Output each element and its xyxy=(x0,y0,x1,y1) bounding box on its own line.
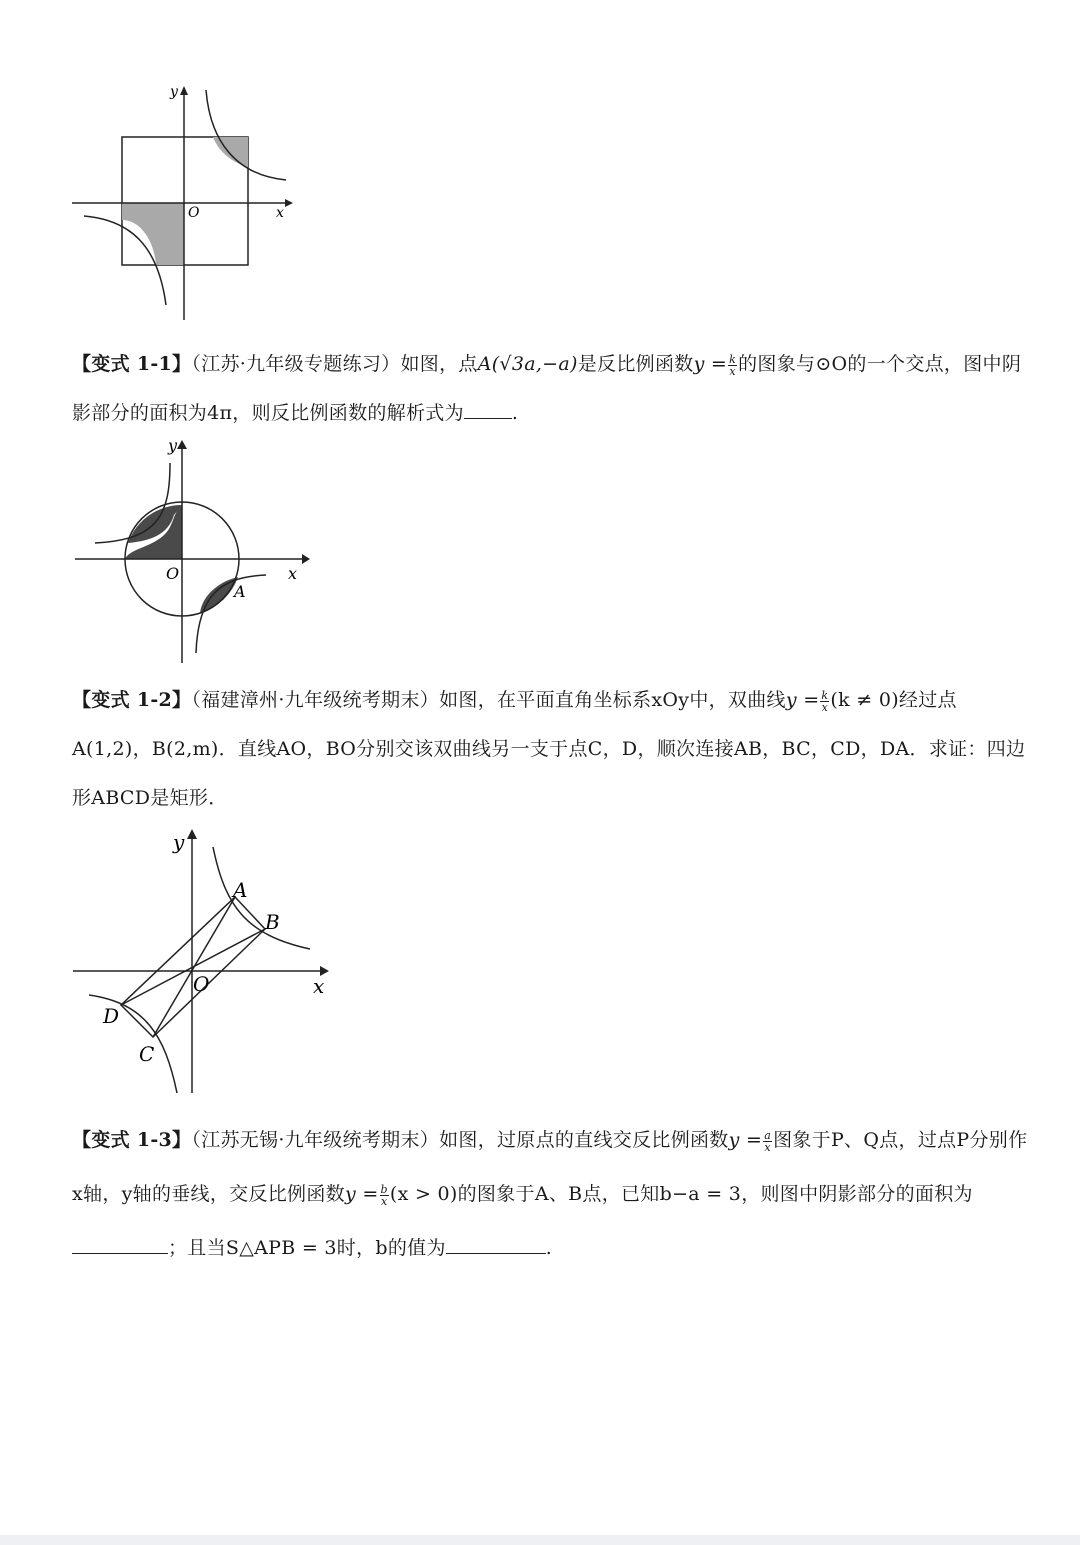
x-axis-label: x xyxy=(276,205,284,221)
fraction: $\frac{a}{x}$ xyxy=(764,1128,772,1154)
problem-source: （江苏无锡·九年级统考期末） xyxy=(191,1129,440,1151)
figure-circle-hyperbola xyxy=(70,435,320,670)
shaded-region-upper-right xyxy=(213,137,248,167)
y-axis-label: y xyxy=(173,830,185,854)
fraction: $\frac{k}{x}$ xyxy=(821,688,829,714)
point-c-label: C xyxy=(139,1042,155,1066)
y-axis-label: y xyxy=(170,84,178,100)
y-axis-arrow xyxy=(187,829,197,839)
figure-square-hyperbola xyxy=(60,80,300,330)
problem-1-1: 【变式 1-1】（江苏·九年级专题练习）如图，点A(√3a,−a)是反比例函数y = $\frac{k}{x}$ 的图象与⊙O的一个交点，图中阴影部分的面积为4π，则反比例函数的解析式为 . xyxy=(72,352,1022,424)
problem-source: （福建漳州·九年级统考期末） xyxy=(191,689,440,711)
y-axis-arrow xyxy=(180,86,188,95)
fraction: $\frac{k}{x}$ xyxy=(729,352,737,378)
figure-rectangle-abcd xyxy=(65,825,340,1100)
problem-tag: 【变式 1-2】 xyxy=(72,689,192,711)
y-axis-label: y xyxy=(168,436,178,455)
y-axis-arrow xyxy=(177,440,187,449)
problem-1-3: 【变式 1-3】（江苏无锡·九年级统考期末）如图，过原点的直线交反比例函数y = $\frac{a}{x}$ 图象于P、Q点，过点P分别作x轴，y轴的垂线，交反比例函数y = $\frac{b}{x}$ (x > 0)的图象于A、B点，已知b−a = 3，则图中阴影部分的面积为；且当S△APB = 3时，b的值为 . xyxy=(72,1128,1028,1259)
problem-source: （江苏·九年级专题练习） xyxy=(191,353,401,375)
shaded-region-lower-left xyxy=(122,203,184,265)
problem-1-2: 【变式 1-2】（福建漳州·九年级统考期末）如图，在平面直角坐标系xOy中，双曲线y = $\frac{k}{x}$ (k ≠ 0)经过点A(1,2)，B(2,m)．直线AO，BO分别交该双曲线另一支于点C，D，顺次连接AB，BC，CD，DA．求证：四边形ABCD是矩形． xyxy=(72,688,1026,809)
x-axis-label: x xyxy=(288,564,298,583)
x-axis-label: x xyxy=(313,974,325,998)
origin-label: O xyxy=(193,972,210,996)
x-axis-arrow xyxy=(302,554,310,564)
answer-blank-area[interactable] xyxy=(72,1231,168,1254)
problem-tag: 【变式 1-3】 xyxy=(72,1129,192,1151)
hyperbola-upper-branch xyxy=(206,90,286,180)
point-d-label: D xyxy=(103,1004,120,1028)
origin-label: O xyxy=(166,564,180,583)
shaded-region-lower-right xyxy=(200,577,238,613)
hyperbola-upper-branch xyxy=(213,847,310,949)
origin-label: O xyxy=(188,205,200,221)
point-a-label: A xyxy=(234,582,246,601)
point-a-label: A xyxy=(233,878,248,902)
answer-blank[interactable] xyxy=(464,396,512,419)
page-footer-bar xyxy=(0,1535,1080,1545)
fraction: $\frac{b}{x}$ xyxy=(380,1182,388,1208)
answer-blank-b[interactable] xyxy=(446,1231,546,1254)
point-b-label: B xyxy=(265,910,280,934)
problem-tag: 【变式 1-1】 xyxy=(72,353,192,375)
x-axis-arrow xyxy=(285,199,293,207)
